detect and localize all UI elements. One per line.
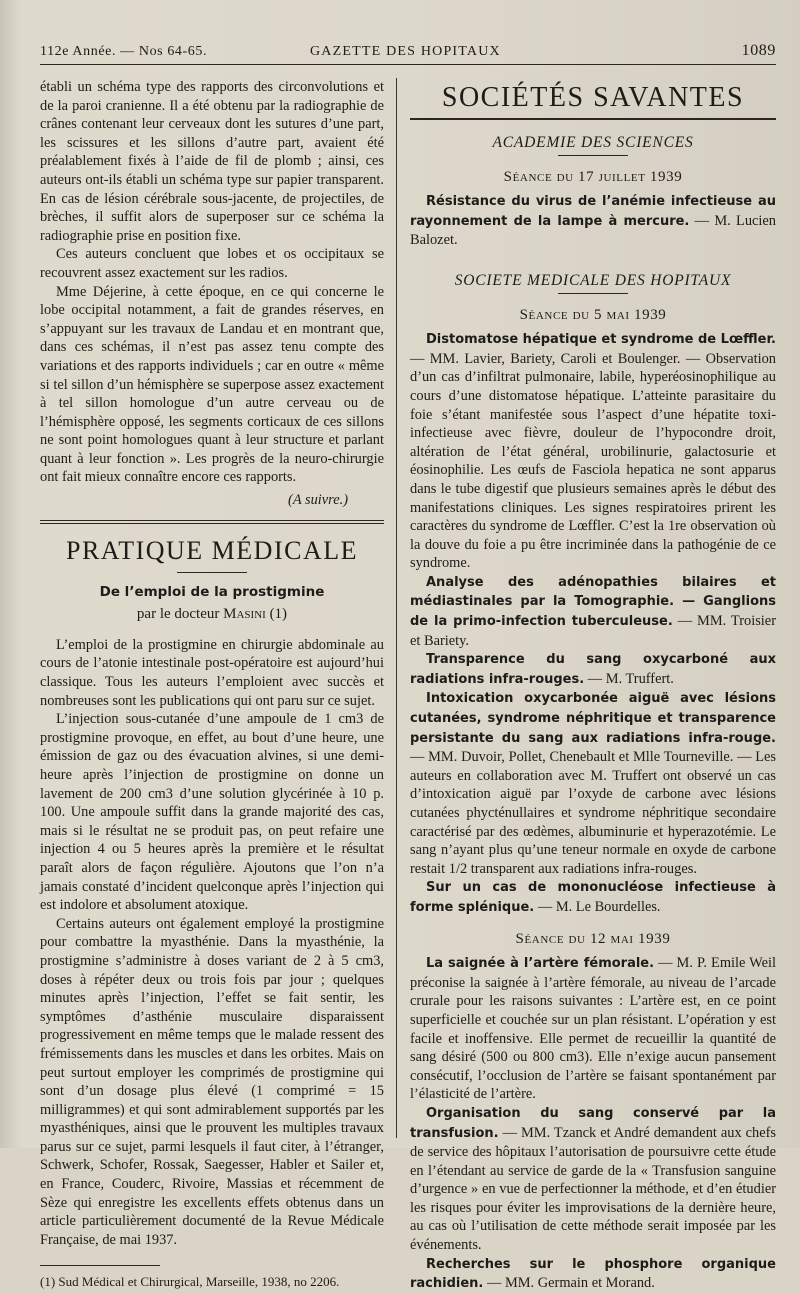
communication	[410, 878, 776, 917]
communication-title: Distomatose hépatique et syndrome de Lœffler.	[426, 332, 776, 348]
session-date: Séance du 12 mai 1939	[515, 930, 671, 947]
communication-title: Intoxication oxycarbonée aiguë avec lésions cutanées, syndrome néphritique et transparence persistante du sang aux radiations infra-rouge.	[410, 691, 776, 746]
column-divider	[396, 78, 397, 1138]
journal-title: GAZETTE DES HOPITAUX	[310, 44, 501, 59]
footnote-rule	[40, 1265, 160, 1266]
communication-text: — MM. Duvoir, Pollet, Chenebault et Mlle Tourneville. — Les auteurs en collaboration avec M. Truffert ont observé un cas d’intoxication aiguë par l’oxyde de carbone avec lésions cutanées phycténullaires et syndrome néphritique secondaire caractérisé par des œdèmes, albuminurie et hyperazotémie. Le sang n’ayant plus qu’une teneur normale en oxyde de carbone restait 1/2 transparent aux radiations infra-rouges.	[410, 749, 776, 877]
communication-text: — M. Truffert.	[584, 670, 674, 687]
communication-title: La saignée à l’artère fémorale.	[426, 956, 655, 972]
paragraph: Certains auteurs ont également employé la prostigmine pour combattre la myasthénie. Dans la myasthénie, la prostigmine s’administre à doses variant de 2 à 5 cm3, doses à répéter deux ou trois fois par jour ; quelques minutes après l’injection, l’effet se fait sentir, les symptômes d’asthénie musculaire disparaissent progressivement en même temps que le malade ressent des frémissements dans les muscles et dans les orbites. Mais on peut surtout employer les comprimés de prostigmine qui sont d’un dosage plus élevé (1 comprimé = 15 milligrammes) et qui sont admirablement supportés par les myasthéniques, ainsi que le prouvent les multiples travaux parus sur ce sujet, parmi lesquels il faut citer, à l’étranger, Schwerk, Schofer, Rossak, Saegesser, Habler et Sailer et, en France, Couderc, Rivoire, Massias et récemment de Sèze qui enregistre les excellents effets obtenus dans un article particulièrement documenté de la Revue Médicale Française, de mai 1937.	[40, 915, 384, 1248]
society-heading: ACADEMIE DES SCIENCES	[492, 134, 694, 151]
communication-text: — M. P. Emile Weil préconise la saignée à l’artère fémorale, au niveau de l’arcade crurale pour les raisons suivantes : L’artère est, en ce point superficielle et couchée sur un plan résistant. L’opération y est facile et inoffensive. Elle permet de recueillir la quantité de sang désiré (500 ou 800 cm3). Elle n’exige aucun pansement consécutif, l’occlusion de l’artère se faisant spontanément par l’élasticité de l’artère.	[410, 955, 776, 1103]
paragraph: établi un schéma type des rapports des circonvolutions et de la paroi cranienne. Il a été obtenu par la radiographie de crânes contenant leur cerveaux dont les sutures d’une part, les scissures et les sillons d’autre part, avaient été préalablement fixés à l’aide de fil de plomb ; ainsi, ces auteurs ont-ils établi un schéma type sur papier transparent. En cas de lésion cérébrale sous-jacente, de projectiles, de brèches, il suffit alors de superposer sur ce schéma la radiographie prise en position fixe.	[40, 79, 384, 244]
session-date: Séance du 17 juillet 1939	[503, 168, 683, 185]
continued-note: (A suivre.)	[288, 492, 348, 509]
session-date: Séance du 5 mai 1939	[519, 306, 667, 323]
communication-text: — MM. Germain et Morand.	[483, 1275, 655, 1292]
communication	[410, 1104, 776, 1255]
section-title: SOCIÉTÉS SAVANTES	[441, 82, 745, 113]
paragraph: Mme Déjerine, à cette époque, en ce qui concerne le lobe occipital notamment, a fait de grandes réserves, en s’appuyant sur les travaux de Landau et en montrant que, dans ces schémas, il n’est pas assez tenu compte des variations et des rapports individuels ; car en outre « même si tel sillon d’un hémisphère se superpose assez exactement à tel sillon homologue d’un autre cerveau ou de l’hémisphère opposé, les segments corticaux de ces sillons ne sont point homologues quant à leur structure et parlant quant à leur fonction ». Les progrès de la neuro-chirurgie ont fait mieux connaître encore ces rapports.	[40, 283, 384, 486]
communication-title: Organisation du sang conservé par la transfusion.	[410, 1105, 776, 1141]
paragraph: L’injection sous-cutanée d’une ampoule de 1 cm3 de prostigmine provoque, en effet, au bout d’une heure, une émission de gaz ou des évacuation alvines, si une demi-heure après l’injection de prostigmine on donne un lavement de 200 cm3 d’une solution glycérinée à 10 p. 100. Une ampoule suffit dans la grande majorité des cas, mais si le résultat ne se produit pas, on peut refaire une injection 4 ou 5 heures après la première et le résultat paraît alors de façon régulière. Ajoutons que l’on n’a jamais constaté d’incident quelconque après l’injection qui est indolore et absolument atoxique.	[40, 711, 384, 914]
footnote: (1) Sud Médical et Chirurgical, Marseille, 1938, no 2206.	[40, 1274, 340, 1290]
author-name: Masini	[223, 606, 266, 623]
byline-prefix: par le docteur	[136, 606, 224, 623]
byline	[40, 605, 384, 624]
communication	[410, 689, 776, 878]
page-header	[40, 42, 776, 64]
communication-title: Analyse des adénopathies bilaires et médiastinales par la Tomographie. — Ganglions de la primo-infection tuberculeuse.	[410, 574, 776, 630]
communication-text: — MM. Troisier et Bariety.	[410, 613, 776, 649]
section-divider	[40, 520, 384, 524]
communication	[410, 954, 776, 1104]
communication	[410, 192, 776, 250]
communication	[410, 573, 776, 650]
heading-rule	[558, 155, 628, 156]
communication	[410, 650, 776, 689]
footnote-ref: (1)	[265, 606, 288, 623]
title-rule	[177, 572, 247, 573]
communication	[410, 1255, 776, 1294]
right-column	[410, 78, 776, 1294]
communication-text: — M. Le Bourdelles.	[534, 898, 661, 915]
communication-title: Sur un cas de mononucléose infectieuse à forme splénique.	[410, 880, 776, 915]
communication-text: — M. Lucien Balozet.	[410, 212, 777, 249]
communication-title: Recherches sur le phosphore organique rachidien.	[410, 1256, 776, 1292]
page-number: 1089	[741, 42, 776, 59]
communication-title: Résistance du virus de l’anémie infectieuse au rayonnement de la lampe à mercure.	[410, 194, 776, 229]
header-rule	[40, 64, 776, 65]
section-title: PRATIQUE MÉDICALE	[66, 535, 358, 565]
title-rule	[410, 118, 776, 120]
communication	[410, 330, 776, 573]
paragraph: Ces auteurs concluent que lobes et os occipitaux se recouvrent assez exactement sur les radios.	[40, 246, 384, 281]
article-title: De l’emploi de la prostigmine	[99, 583, 325, 600]
communication-text: — MM. Lavier, Bariety, Caroli et Boulenger. — Observation d’un cas d’infiltrat pulmonaire, labile, hyperéosinophilique au cours d’une distomatose hépatique. L’atteinte parasitaire du foie s’étant manifestée sous l’aspect d’une hépatite toxi-infectieuse avec fièvre, douleur de l’hypocondre droit, altération de l’état général, urobilinurie, galactosurie et éosinophilie. Les œufs de Fasciola hepatica ne sont apparus dans le tube digestif que plusieurs semaines après le début des manifestations cliniques. Les signes respiratoires prirent les caractères du syndrome de Lœffler. C’est la 1re observation où la douve du foie a pu être incriminée dans la pathogénie de ce syndrome.	[410, 350, 776, 572]
society-heading: SOCIETE MEDICALE DES HOPITAUX	[454, 271, 732, 289]
issue-number: 112e Année. — Nos 64-65.	[40, 44, 208, 59]
heading-rule	[558, 293, 628, 294]
communication-title: Transparence du sang oxycarboné aux radiations infra-rouges.	[410, 652, 776, 687]
communication-text: — MM. Tzanck et André demandent aux chefs de service des hôpitaux l’autorisation de poursuivre cette étude en l’étendant au service de garde de la « Transfusion sanguine d’urgence » en vue de perfectionner la méthode, et d’en étudier les risques pour éviter les improvisations de la dernière heure, au cas où l’utilisation de cette méthode serait imposée par les événements.	[410, 1124, 776, 1254]
left-column	[40, 78, 384, 1290]
paragraph: L’emploi de la prostigmine en chirurgie abdominale au cours de l’atonie intestinale post-opératoire est aujourd’hui classique. Tous les auteurs l’emploient avec succès et nombreuses sont les publications qui ont paru sur ce sujet.	[40, 636, 384, 709]
